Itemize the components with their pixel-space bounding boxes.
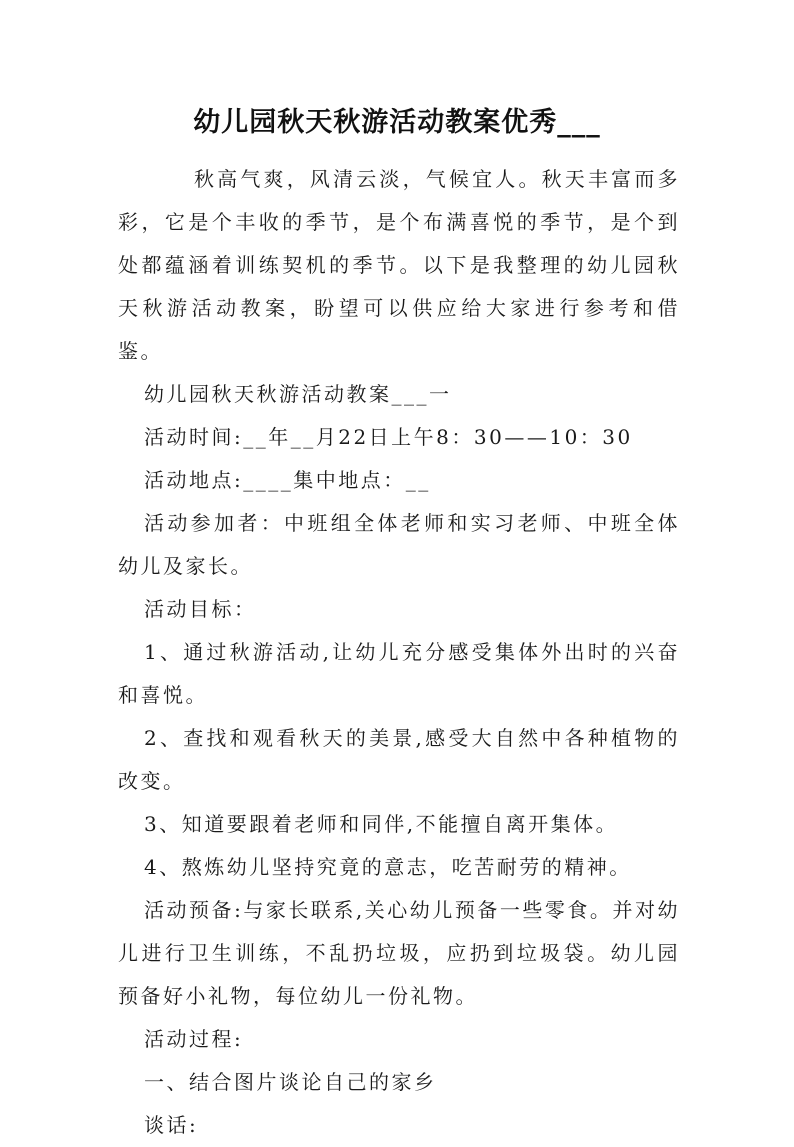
activity-process-heading: 活动过程: [144, 1027, 244, 1051]
activity-time: 活动时间:__年__月22日上午8：30——10：30 [144, 425, 633, 449]
goal-item-1: 1、通过秋游活动,让幼儿充分感受集体外出时的兴奋和喜悦。 [118, 640, 680, 707]
goal-item-3: 3、知道要跟着老师和同伴,不能擅自离开集体。 [144, 812, 619, 836]
goal-item-4: 4、熬炼幼儿坚持究竟的意志，吃苦耐劳的精神。 [144, 855, 632, 879]
conversation-label: 谈话: [144, 1113, 199, 1137]
activity-participants: 活动参加者：中班组全体老师和实习老师、中班全体幼儿及家长。 [118, 511, 680, 578]
document-title: 幼儿园秋天秋游活动教案优秀___ [193, 107, 601, 138]
activity-location: 活动地点:____集中地点：__ [144, 468, 431, 492]
document-body [118, 158, 680, 1147]
activity-goals-heading: 活动目标： [144, 597, 257, 621]
intro-paragraph: 秋高气爽，风清云淡，气候宜人。秋天丰富而多彩，它是个丰收的季节，是个布满喜悦的季节，是个到处都蕴涵着训练契机的季节。以下是我整理的幼儿园秋天秋游活动教案，盼望可以供应给大家进行参考和借鉴。 [118, 167, 680, 363]
section-heading-plan-one: 幼儿园秋天秋游活动教案___一 [144, 382, 452, 406]
goal-item-2: 2、查找和观看秋天的美景,感受大自然中各种植物的改变。 [118, 726, 680, 793]
process-step-1: 一、结合图片谈论自己的家乡 [144, 1070, 437, 1094]
activity-preparation: 活动预备:与家长联系,关心幼儿预备一些零食。并对幼儿进行卫生训练，不乱扔垃圾，应扔到垃圾袋。幼儿园预备好小礼物，每位幼儿一份礼物。 [118, 898, 680, 1008]
